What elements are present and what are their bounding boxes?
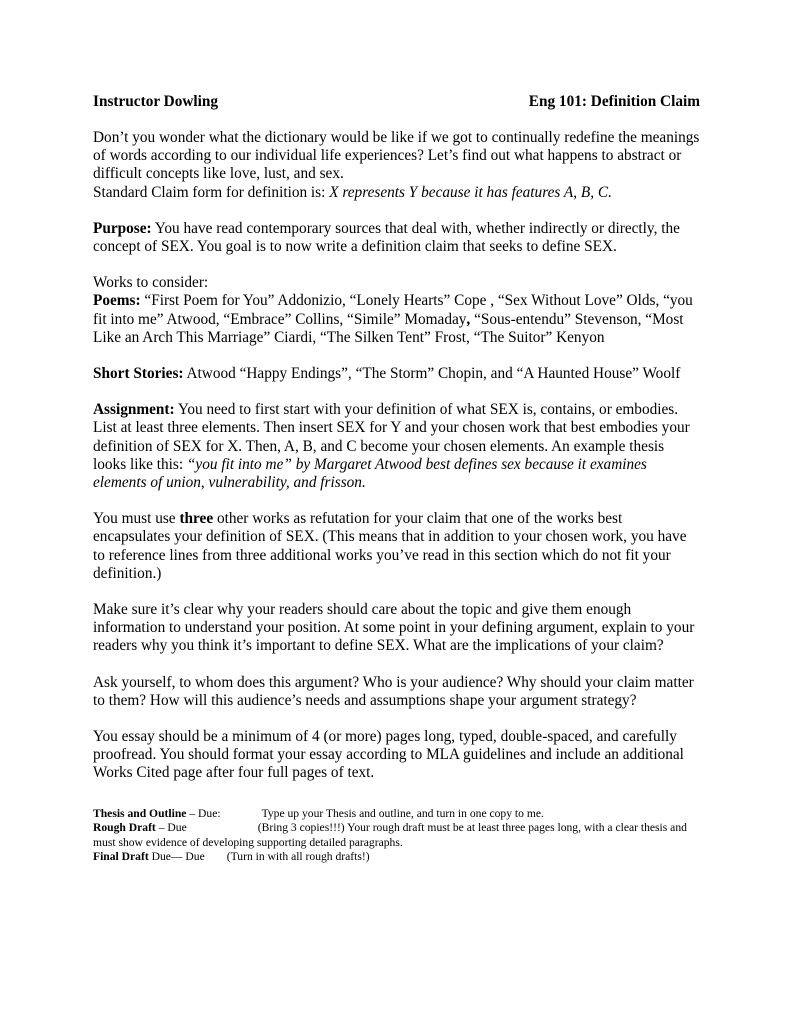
course-title: Eng 101: Definition Claim — [528, 93, 700, 110]
final-draft-due: Due— Due — [148, 850, 205, 864]
purpose-paragraph — [93, 220, 700, 256]
rough-draft-deadline — [93, 821, 700, 850]
thesis-deadline-label: Thesis and Outline — [93, 806, 187, 820]
length-paragraph: You essay should be a minimum of 4 (or more) pages long, typed, double-spaced, and carefully proofread. You should format your essay according to MLA guidelines and include an additional Works Cited page after four full pages of text. — [93, 728, 684, 782]
works-paragraph — [93, 274, 700, 347]
audience-paragraph: Ask yourself, to whom does this argument? Who is your audience? Why should your claim matter to them? How will this audience’s needs and assumptions shape your argument strategy? — [93, 673, 694, 709]
poems-label: Poems: — [93, 292, 141, 310]
refutation-bold-word: three — [179, 510, 214, 528]
instructor-name: Instructor Dowling — [93, 93, 219, 110]
standard-claim-form: X represents Y because it has features A, B, C. — [329, 183, 612, 201]
poems-list-part2: “Sous-entendu” Stevenson, “Most Like an Arch This Marriage” Ciardi, “The Silken Tent” Frost, “The Suitor” Kenyon — [93, 310, 684, 346]
final-draft-deadline — [93, 850, 700, 865]
purpose-label: Purpose: — [93, 219, 152, 237]
document-page — [93, 93, 700, 865]
poems-list-part1: “First Poem for You” Addonizio, “Lonely Hearts” Cope , “Sex Without Love” Olds, “you fit into me” Atwood, “Embrace” Collins, “Simile” Momaday — [93, 292, 693, 328]
example-thesis: “you fit into me” by Margaret Atwood best defines sex because it examines elements of union, vulnerability, and frisson. — [93, 455, 647, 492]
rough-draft-label: Rough Draft — [93, 821, 156, 835]
assignment-paragraph — [93, 401, 700, 492]
purpose-text: You have read contemporary sources that deal with, whether indirectly or directly, the concept of SEX. You goal is to now write a definition claim that seeks to define SEX. — [93, 219, 680, 256]
care-paragraph: Make sure it’s clear why your readers should care about the topic and give them enough information to understand your position. At some point in your defining argument, explain to your readers why you think it’s important to define SEX. What are the implications of your claim? — [93, 601, 695, 655]
poems-list-comma: , — [466, 310, 471, 328]
document-header — [93, 93, 700, 112]
rough-draft-due: – Due — [155, 821, 187, 835]
final-draft-label: Final Draft — [93, 850, 149, 864]
short-stories-paragraph — [93, 365, 700, 383]
standard-claim-prefix: Standard Claim form for definition is: — [93, 183, 330, 201]
refutation-text-before: You must use — [93, 510, 180, 528]
thesis-deadline — [93, 807, 700, 822]
thesis-deadline-due: – Due: — [186, 806, 221, 820]
works-intro: Works to consider: — [93, 274, 209, 292]
short-stories-list: Atwood “Happy Endings”, “The Storm” Chopin, and “A Haunted House” Woolf — [183, 365, 681, 383]
assignment-label: Assignment: — [93, 401, 175, 419]
rough-draft-text: (Bring 3 copies!!!) Your rough draft must be at least three pages long, with a clear thesis and must show evidence of developing supporting detailed paragraphs. — [93, 821, 687, 849]
assignment-text: You need to first start with your definition of what SEX is, contains, or embodies. List at least three elements. Then insert SEX for Y and your chosen work that best embodies your definition of SEX for X. Then, A, B, and C become your chosen elements. An example thesis looks like this: — [93, 401, 690, 473]
deadlines-section — [93, 807, 700, 865]
intro-text: Don’t you wonder what the dictionary would be like if we got to continually redefine the meanings of words according to our individual life experiences? Let’s find out what happens to abstract or difficult concepts like love, lust, and sex. — [93, 129, 700, 183]
refutation-paragraph — [93, 510, 700, 583]
thesis-deadline-text: Type up your Thesis and outline, and turn in one copy to me. — [261, 806, 544, 820]
short-stories-label: Short Stories: — [93, 365, 184, 383]
final-draft-text: (Turn in with all rough drafts!) — [226, 850, 370, 864]
intro-paragraph — [93, 129, 700, 202]
refutation-text-after: other works as refutation for your claim that one of the works best encapsulates your definition of SEX. (This means that in addition to your chosen work, you have to reference lines from three additional works you’ve read in this section which do not fit your definition.) — [93, 510, 687, 582]
